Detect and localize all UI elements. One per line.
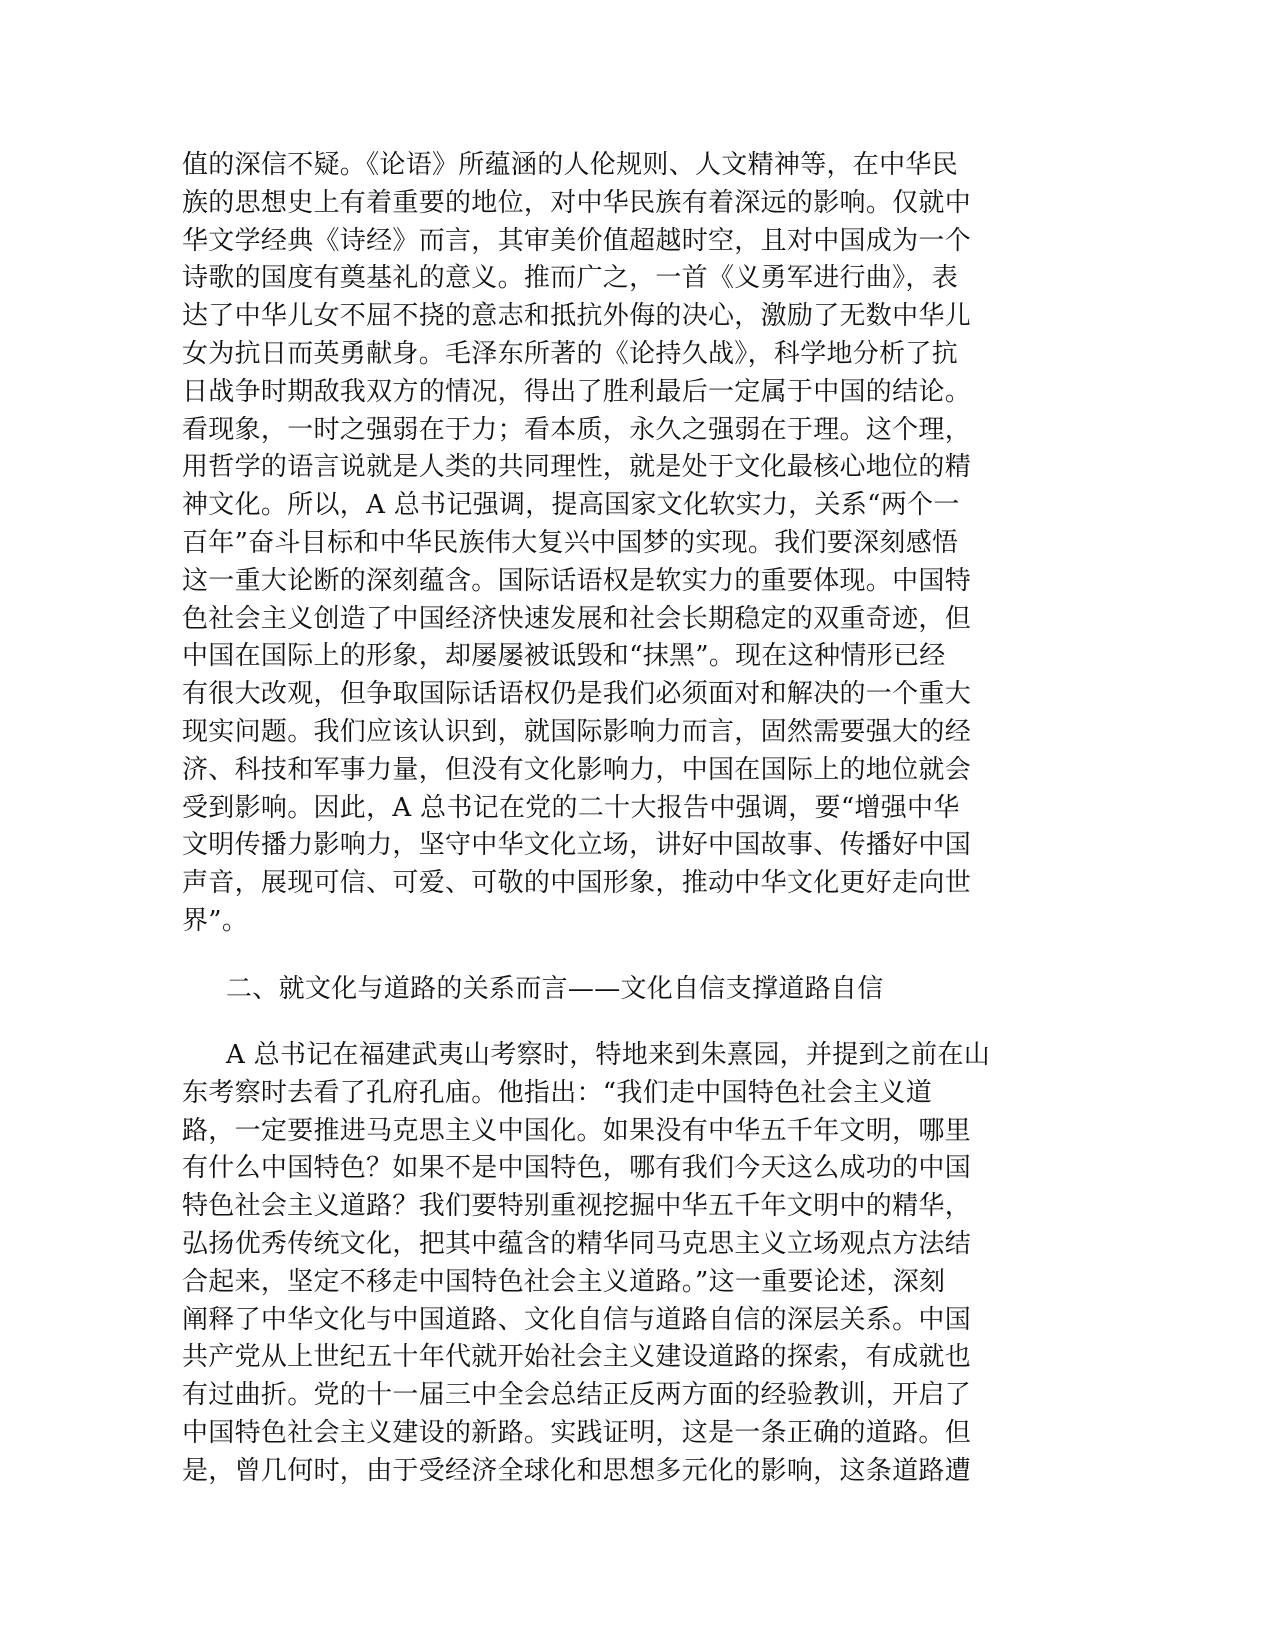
text-line: 神文化。所以，A 总书记强调，提高国家文化软实力，关系“两个一 (182, 490, 960, 521)
text-line: 济、科技和军事力量，但没有文化影响力，中国在国际上的地位就会 (182, 754, 972, 785)
text-line: 受到影响。因此，A 总书记在党的二十大报告中强调，要“增强中华 (182, 792, 960, 823)
text-line: 共产党从上世纪五十年代就开始社会主义建设道路的探索，有成就也 (182, 1342, 972, 1373)
text-line: 弘扬优秀传统文化，把其中蕴含的精华同马克思主义立场观点方法结 (182, 1228, 972, 1259)
text-line: 族的思想史上有着重要的地位，对中华民族有着深远的影响。仅就中 (182, 187, 972, 218)
text-line: 合起来，坚定不移走中国特色社会主义道路。”这一重要论述，深刻 (182, 1266, 946, 1297)
text-line: 用哲学的语言说就是人类的共同理性，就是处于文化最核心地位的精 (182, 452, 972, 483)
text-line: 现实问题。我们应该认识到，就国际影响力而言，固然需要强大的经 (182, 716, 972, 747)
text-line: 特色社会主义道路？我们要特别重视挖掘中华五千年文明中的精华， (182, 1191, 972, 1222)
text-line: 有什么中国特色？如果不是中国特色，哪有我们今天这么成功的中国 (182, 1153, 972, 1184)
text-line: 看现象，一时之强弱在于力；看本质，永久之强弱在于理。这个理， (182, 414, 972, 445)
text-line: 有过曲折。党的十一届三中全会总结正反两方面的经验教训，开启了 (182, 1380, 972, 1411)
paragraph-block-1 (182, 147, 1082, 941)
text-line: 阐释了中华文化与中国道路、文化自信与道路自信的深层关系。中国 (182, 1304, 972, 1335)
text-line: 有很大改观，但争取国际话语权仍是我们必须面对和解决的一个重大 (182, 679, 972, 710)
text-line: 值的深信不疑。《论语》所蕴涵的人伦规则、人文精神等，在中华民 (182, 150, 959, 180)
text-line: 这一重大论断的深刻蕴含。国际话语权是软实力的重要体现。中国特 (182, 565, 972, 596)
text-line: 中国特色社会主义建设的新路。实践证明，这是一条正确的道路。但 (182, 1417, 972, 1448)
text-line: A 总书记在福建武夷山考察时，特地来到朱熹园，并提到之前在山 (226, 1040, 991, 1070)
text-line: 是，曾几何时，由于受经济全球化和思想多元化的影响，这条道路遭 (182, 1455, 972, 1486)
text-line: 色社会主义创造了中国经济快速发展和社会长期稳定的双重奇迹，但 (182, 603, 972, 634)
section-heading-text: 二、就文化与道路的关系而言——文化自信支撑道路自信 (226, 974, 884, 1004)
text-line: 诗歌的国度有奠基礼的意义。推而广之，一首《义勇军进行曲》，表 (182, 263, 959, 294)
text-line: 路，一定要推进马克思主义中国化。如果没有中华五千年文明，哪里 (182, 1115, 972, 1146)
text-line: 界”。 (182, 905, 249, 936)
text-line: 女为抗日而英勇献身。毛泽东所著的《论持久战》，科学地分析了抗 (182, 338, 959, 369)
text-line: 达了中华儿女不屈不挠的意志和抵抗外侮的决心，激励了无数中华儿 (182, 301, 972, 332)
text-line: 中国在国际上的形象，却屡屡被诋毁和“抹黑”。现在这种情形已经 (182, 641, 946, 672)
section-heading (182, 971, 1082, 1009)
text-line: 文明传播力影响力，坚守中华文化立场，讲好中国故事、传播好中国 (182, 830, 972, 861)
text-line: 华文学经典《诗经》而言，其审美价值超越时空，且对中国成为一个 (182, 225, 972, 256)
text-line: 日战争时期敌我双方的情况，得出了胜利最后一定属于中国的结论。 (182, 376, 972, 407)
text-line: 声音，展现可信、可爱、可敬的中国形象，推动中华文化更好走向世 (182, 868, 972, 899)
text-line: 东考察时去看了孔府孔庙。他指出：“我们走中国特色社会主义道 (182, 1077, 932, 1108)
text-line: 百年”奋斗目标和中华民族伟大复兴中国梦的实现。我们要深刻感悟 (182, 527, 959, 558)
paragraph-block-2 (182, 1037, 1082, 1491)
